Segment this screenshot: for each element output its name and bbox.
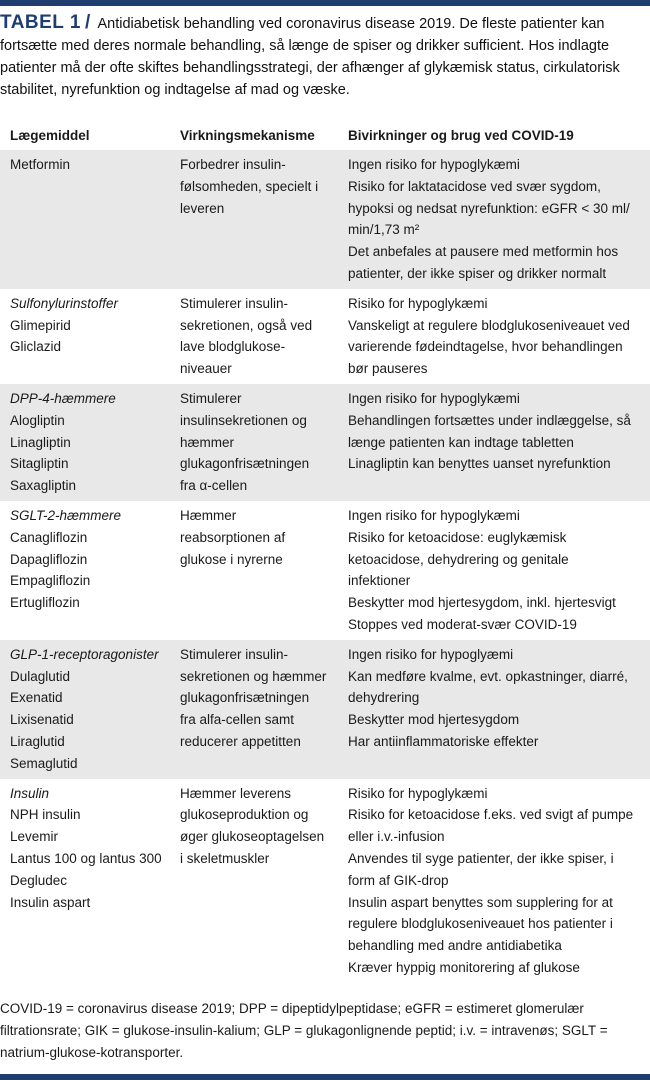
- drug-name: Metformin: [10, 157, 71, 172]
- drug-name: NPH insulin: [10, 807, 81, 823]
- drug-cell: [0, 384, 180, 501]
- top-rule: [0, 0, 650, 6]
- drug-name: Levemir: [10, 829, 59, 845]
- effect-line: Ingen risiko for hypoglykæmi: [348, 390, 520, 406]
- effect-line: form af GIK-drop: [348, 872, 449, 888]
- table-row: [0, 501, 650, 640]
- effect-line: Risiko for hypoglykæmi: [348, 295, 488, 311]
- drug-cell: [0, 150, 180, 289]
- effect-line: patienter, der ikke spiser og drikker normalt: [348, 265, 607, 281]
- effects-cell: [348, 289, 650, 384]
- mechanism-line: Hæmmer: [180, 507, 237, 523]
- mechanism-cell: [180, 779, 348, 983]
- effect-line: Risiko for ketoacidose f.eks. ved svigt af pumpe: [348, 807, 634, 823]
- effect-line: infektioner: [348, 573, 411, 589]
- drug-name: Canagliflozin: [10, 529, 88, 545]
- effect-line: min/1,73 m²: [348, 222, 420, 238]
- effect-line: Risiko for hypoglykæmi: [348, 785, 488, 801]
- effect-line: Linagliptin kan benyttes uanset nyrefunktion: [348, 456, 611, 472]
- drug-name: Exenatid: [10, 690, 63, 706]
- effect-line: Det anbefales at pausere med metformin hos: [348, 244, 619, 260]
- drug-name: Glimepirid: [10, 317, 71, 333]
- drug-group-name: SGLT-2-hæmmere: [10, 507, 122, 523]
- effect-line: bør pauseres: [348, 361, 428, 377]
- effect-line: Risiko for laktatacidose ved svær sygdom,: [348, 178, 601, 194]
- effect-line: hypoksi og nedsat nyrefunktion: eGFR < 30 ml/: [348, 200, 630, 216]
- drug-name: Alogliptin: [10, 412, 65, 428]
- footnote-line: filtrationsrate; GIK = glukose-insulin-kalium; GLP = glukagonlignende peptid; i.v. = intravenøs; SGLT =: [0, 1022, 608, 1038]
- drug-group-name: Insulin: [10, 785, 50, 801]
- mechanism-line: Stimulerer insulin-: [180, 646, 289, 662]
- mechanism-cell: [180, 640, 348, 779]
- table-caption: [0, 12, 648, 101]
- table-row: [0, 289, 650, 384]
- drug-cell: [0, 501, 180, 640]
- mechanism-line: sekretionen, også ved: [180, 317, 313, 333]
- drug-name: Sitagliptin: [10, 456, 69, 472]
- table-footnote: [0, 998, 648, 1063]
- mechanism-line: fra alfa-cellen samt: [180, 712, 295, 728]
- drug-name: Dapagliflozin: [10, 551, 88, 567]
- mechanism-line: Stimulerer: [180, 390, 242, 406]
- mechanism-cell: [180, 289, 348, 384]
- effects-cell: [348, 150, 650, 289]
- effects-cell: [348, 384, 650, 501]
- mechanism-line: insulinsekretionen og: [180, 412, 307, 428]
- mechanism-line: reabsorptionen af: [180, 529, 286, 545]
- drug-name: Lixisenatid: [10, 712, 74, 728]
- table-row: [0, 150, 650, 289]
- mechanism-line: øger glukoseoptagelsen: [180, 829, 325, 845]
- mechanism-line: følsomheden, specielt i: [180, 178, 319, 194]
- effect-line: Vanskeligt at regulere blodglukoseniveauet ved: [348, 317, 630, 333]
- mechanism-line: glukoseproduktion og: [180, 807, 309, 823]
- table-row: [0, 779, 650, 983]
- header-effects: Bivirkninger og brug ved COVID-19: [348, 128, 574, 144]
- table-row: [0, 640, 650, 779]
- drug-name: Insulin aspart: [10, 894, 91, 910]
- effect-line: Kan medføre kvalme, evt. opkastninger, diarré,: [348, 668, 628, 684]
- effect-line: eller i.v.-infusion: [348, 829, 445, 845]
- effect-line: Ingen risiko for hypoglykæmi: [348, 507, 520, 523]
- effect-line: Har antiinflammatoriske effekter: [348, 733, 539, 749]
- drug-name: Semaglutid: [10, 755, 78, 771]
- mechanism-line: leveren: [180, 200, 225, 216]
- mechanism-line: lave blodglukose-: [180, 339, 286, 355]
- drug-name: Dulaglutid: [10, 668, 71, 684]
- effect-line: behandling med andre antidiabetika: [348, 938, 562, 954]
- effect-line: Risiko for ketoacidose: euglykæmisk: [348, 529, 567, 545]
- mechanism-line: Forbedrer insulin-: [180, 157, 286, 172]
- drug-name: Linagliptin: [10, 434, 71, 450]
- effect-line: længe patienten kan indtage tabletten: [348, 434, 574, 450]
- footnote-line: COVID-19 = coronavirus disease 2019; DPP = dipeptidylpeptidase; eGFR = estimeret glomerulær: [0, 1001, 584, 1016]
- mechanism-line: reducerer appetitten: [180, 733, 301, 749]
- drug-group-name: Sulfonylurinstoffer: [10, 295, 119, 311]
- mechanism-cell: [180, 384, 348, 501]
- mechanism-line: glukagonfrisætningen: [180, 456, 310, 472]
- effect-line: ketoacidose, dehydrering og genitale: [348, 551, 569, 567]
- mechanism-line: i skeletmuskler: [180, 850, 270, 866]
- header-drug: Lægemiddel: [10, 128, 90, 144]
- drug-cell: [0, 779, 180, 983]
- effect-line: dehydrering: [348, 690, 420, 706]
- footnote-line: natrium-glukose-kotransporter.: [0, 1044, 184, 1060]
- effect-line: Ingen risiko for hypoglykæmi: [348, 157, 520, 172]
- effect-line: Beskytter mod hjertesygdom: [348, 712, 520, 728]
- effect-line: Beskytter mod hjertesygdom, inkl. hjertesvigt: [348, 595, 616, 611]
- effects-cell: [348, 501, 650, 640]
- drug-name: Lantus 100 og lantus 300: [10, 850, 162, 866]
- effect-line: Anvendes til syge patienter, der ikke spiser, i: [348, 850, 614, 866]
- drug-cell: [0, 289, 180, 384]
- effect-line: Ingen risiko for hypoglyæmi: [348, 646, 514, 662]
- header-mechanism: Virkningsmekanisme: [180, 128, 315, 144]
- drug-table: [0, 122, 650, 983]
- mechanism-line: Hæmmer leverens: [180, 785, 292, 801]
- caption-text: Antidiabetisk behandling ved coronavirus disease 2019. De fleste patienter kan fortsætte med deres normale behandling, så længe de spiser og drikker sufficient. Hos indlagte patienter må der ofte skiftes behandlingsstrategi, der afhænger af glykæmisk status, cirkulatorisk stabilitet, nyrefunktion og indtagelse af mad og væske.: [0, 16, 620, 98]
- mechanism-line: Stimulerer insulin-: [180, 295, 289, 311]
- drug-name: Gliclazid: [10, 339, 62, 355]
- drug-name: Degludec: [10, 872, 68, 888]
- mechanism-line: hæmmer: [180, 434, 235, 450]
- mechanism-line: sekretionen og hæmmer: [180, 668, 327, 684]
- effect-line: Behandlingen fortsættes under indlæggelse, så: [348, 412, 631, 428]
- drug-name: Ertugliflozin: [10, 595, 80, 611]
- mechanism-line: glukagonfrisætningen: [180, 690, 310, 706]
- mechanism-cell: [180, 150, 348, 289]
- drug-cell: [0, 640, 180, 779]
- effect-line: varierende fødeindtagelse, hvor behandlingen: [348, 339, 623, 355]
- drug-group-name: DPP-4-hæmmere: [10, 390, 116, 406]
- mechanism-cell: [180, 501, 348, 640]
- drug-name: Empagliflozin: [10, 573, 91, 589]
- mechanism-line: glukose i nyrerne: [180, 551, 283, 567]
- bottom-rule: [0, 1074, 650, 1080]
- effect-line: Stoppes ved moderat-svær COVID-19: [348, 616, 577, 632]
- mechanism-line: fra α-cellen: [180, 478, 248, 494]
- table-body: [0, 150, 650, 983]
- drug-group-name: GLP-1-receptoragonister: [10, 646, 159, 662]
- effects-cell: [348, 640, 650, 779]
- mechanism-line: niveauer: [180, 361, 232, 377]
- caption-slash: /: [84, 12, 91, 33]
- effect-line: Kræver hyppig monitorering af glukose: [348, 959, 580, 975]
- drug-name: Liraglutid: [10, 733, 65, 749]
- table-label: TABEL 1: [0, 12, 81, 33]
- table-header: [0, 122, 650, 150]
- effect-line: regulere blodglukoseniveauet hos patienter i: [348, 916, 613, 932]
- drug-name: Saxagliptin: [10, 478, 77, 494]
- effect-line: Insulin aspart benyttes som supplering for at: [348, 894, 613, 910]
- effects-cell: [348, 779, 650, 983]
- table-row: [0, 384, 650, 501]
